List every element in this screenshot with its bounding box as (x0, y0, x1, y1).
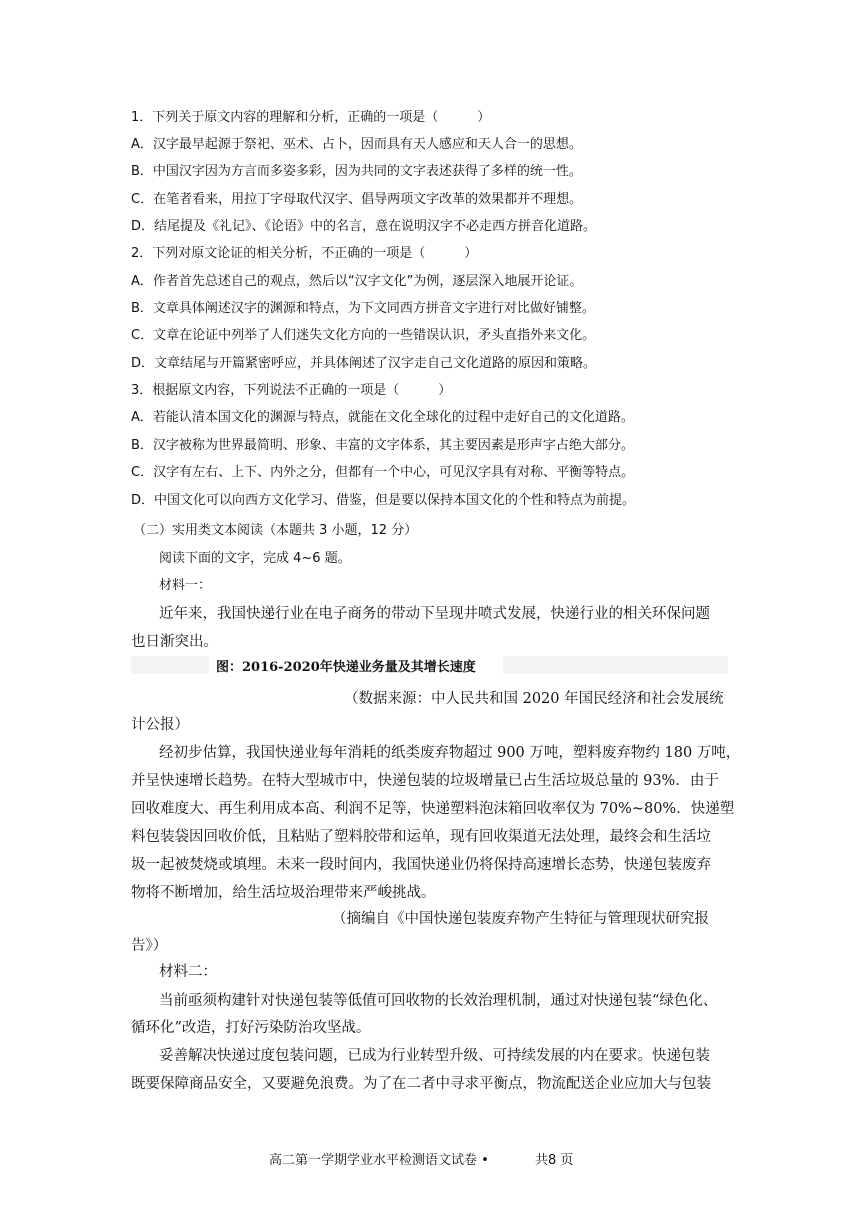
question-2-option-d: D．文章结尾与开篇紧密呼应，并具体阐述了汉字走自己文化道路的原因和策略。 (131, 356, 597, 371)
material-2-p2-line-2: 既要保障商品安全，又要避免浪费。为了在二者中寻求平衡点，物流配送企业应加大与包装 (131, 1076, 711, 1092)
question-1-option-b: B．中国汉字因为方言而多姿多彩，因为共同的文字表述获得了多样的统一性。 (131, 164, 582, 179)
question-2-option-b: B．文章具体阐述汉字的渊源和特点，为下文同西方拼音文字进行对比做好铺整。 (131, 301, 595, 316)
material-1-body-line-5: 圾一起被焚烧或填埋。未来一段时间内，我国快递业仍将保持高速增长态势，快递包装废弃 (131, 857, 711, 873)
material-2-p1-line-2: 循环化”改造，打好污染防治攻坚战。 (131, 1020, 371, 1036)
question-1-option-d: D．结尾提及《礼记》、《论语》中的名言，意在说明汉字不必走西方拼音化道路。 (131, 219, 597, 234)
material-1-body-line-6: 物将不断增加，给生活垃圾治理带来严峻挑战。 (131, 885, 436, 901)
material-2-p2-line-1: 妥善解决快递过度包装问题，已成为行业转型升级、可持续发展的内在要求。快递包装 (159, 1048, 710, 1064)
question-1-option-a: A．汉字最早起源于祭祀、巫术、占卜，因而具有天人感应和天人合一的思想。 (131, 137, 582, 152)
question-3-option-c: C．汉字有左右、上下、内外之分，但都有一个中心，可见汉字具有对称、平衡等特点。 (131, 465, 635, 480)
citation-line-2: 告》） (131, 938, 168, 954)
footer-title: 高二第一学期学业水平检测语文试卷 • (269, 1153, 489, 1168)
footer-page-number: 共8 页 (535, 1153, 574, 1168)
data-source-line-1: （数据来源：中人民共和国 2020 年国民经济和社会发展统 (344, 691, 724, 707)
material-1-body-line-4: 料包装袋因回收价低，且粘贴了塑料胶带和运单，现有回收渠道无法处理，最终会和生活垃 (131, 829, 711, 845)
material-1-intro-line-2: 也日渐突出。 (131, 634, 218, 650)
citation-line-1: （摘编自《中国快递包装废弃物产生特征与管理现状研究报 (332, 911, 709, 927)
material-1-label: 材料一： (159, 578, 212, 593)
question-3-option-a: A．若能认清本国文化的渊源与特点，就能在文化全球化的过程中走好自己的文化道路。 (131, 410, 634, 425)
question-2-option-a: A．作者首先总述自己的观点，然后以“汉字文化”为例，逐层深入地展开论证。 (131, 274, 583, 289)
figure-caption: 图：2016-2020年快递业务量及其增长速度 (216, 660, 476, 675)
bleed-through-right (503, 656, 728, 674)
question-1-option-c: C．在笔者看来，用拉丁字母取代汉字、倡导两项文字改革的效果都并不理想。 (131, 192, 583, 207)
material-2-p1-line-1: 当前亟须构建针对快递包装等低值可回收物的长效治理机制，通过对快递包装“绿色化、 (159, 993, 718, 1009)
question-1-stem: 1．下列关于原文内容的理解和分析，正确的一项是（ ） (131, 110, 491, 125)
question-3-stem: 3．根据原文内容，下列说法不正确的一项是（ ） (131, 383, 452, 398)
question-3-option-d: D．中国文化可以向西方文化学习、借鉴，但是要以保持本国文化的个性和特点为前提。 (131, 493, 636, 508)
material-1-body-line-3: 回收难度大、再生利用成本高、利润不足等，快递塑料泡沫箱回收率仅为 70%~80%．快递塑 (131, 801, 735, 817)
material-1-intro-line-1: 近年来，我国快递行业在电子商务的带动下呈现井喷式发展，快递行业的相关环保问题 (159, 606, 710, 622)
question-2-stem: 2．下列对原文论证的相关分析，不正确的一项是（ ） (131, 246, 478, 261)
material-1-body-line-2: 并呈快速增长趋势。在特大型城市中，快递包装的垃圾增量已占生活垃圾总量的 93%．由于 (131, 773, 719, 789)
question-2-option-c: C．文章在论证中列举了人们迷失文化方向的一些错误认识，矛头直指外来文化。 (131, 328, 596, 343)
section-heading: （二）实用类文本阅读（本题共 3 小题，12 分） (133, 523, 418, 538)
material-1-body-line-1: 经初步估算，我国快递业每年消耗的纸类废弃物超过 900 万吨，塑料废弃物约 180 万吨， (159, 745, 741, 761)
material-2-label: 材料二： (159, 964, 217, 980)
bleed-through-left (131, 656, 209, 674)
question-3-option-b: B．汉字被称为世界最简明、形象、丰富的文字体系，其主要因素是形声字占绝大部分。 (131, 438, 634, 453)
section-instruction: 阅读下面的文字，完成 4~6 题。 (159, 551, 351, 566)
data-source-line-2: 计公报） (131, 717, 189, 733)
